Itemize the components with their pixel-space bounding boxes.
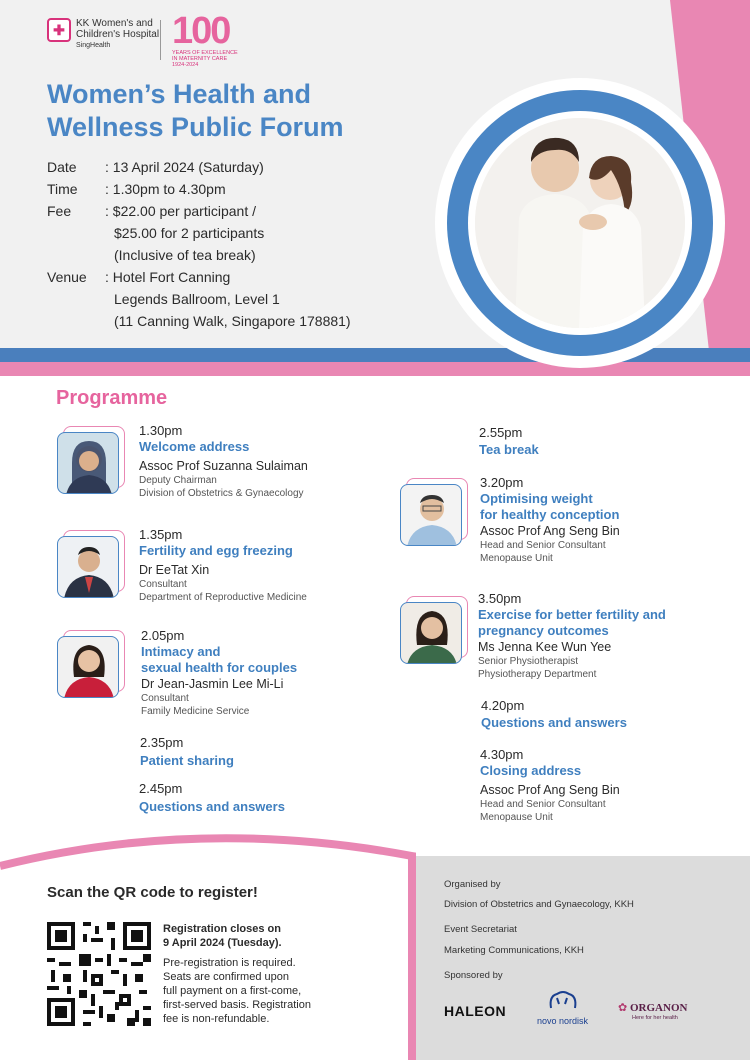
programme-item-2: 1.35pm Fertility and egg freezing Dr EeTat Xin Consultant Department of Reproductive Medicine (139, 527, 307, 603)
sponsor-organon: ORGANON (630, 1002, 688, 1014)
organised-value: Division of Obstetrics and Gynaecology, KKH (444, 899, 634, 910)
programme-item-1: 1.30pm Welcome address Assoc Prof Suzanna Sulaiman Deputy Chairman Division of Obstetrics & Gynaecology (139, 423, 308, 499)
fee-line2: $25.00 for 2 participants (114, 225, 265, 241)
time-row: Time : 1.30pm to 4.30pm (47, 181, 226, 197)
venue-row: Venue : Hotel Fort Canning (47, 269, 231, 285)
venue-line3: (11 Canning Walk, Singapore 178881) (114, 313, 351, 329)
speaker-photo-jean (57, 630, 125, 696)
programme-item-6: 2.55pm Tea break (479, 425, 539, 457)
fee-line3: (Inclusive of tea break) (114, 247, 256, 263)
programme-item-7: 3.20pm Optimising weight for healthy conception Assoc Prof Ang Seng Bin Head and Senior Consultant Menopause Unit (480, 475, 620, 564)
secretariat-value: Marketing Communications, KKH (444, 945, 584, 956)
sponsored-label: Sponsored by (444, 970, 503, 981)
secretariat-label: Event Secretariat (444, 924, 517, 935)
venue-line2: Legends Ballroom, Level 1 (114, 291, 280, 307)
organised-label: Organised by (444, 879, 501, 890)
programme-item-8: 3.50pm Exercise for better fertility and pregnancy outcomes Ms Jenna Kee Wun Yee Senior Physiotherapist Physiotherapy Department (478, 591, 666, 680)
pink-band (0, 362, 750, 376)
date-row: Date : 13 April 2024 (Saturday) (47, 159, 264, 175)
cross-icon: ✚ (53, 22, 65, 38)
page-title: Women’s Health and Wellness Public Forum (47, 79, 344, 142)
scan-heading: Scan the QR code to register! (47, 884, 258, 901)
fee-row: Fee : $22.00 per participant / (47, 203, 256, 219)
registration-closes: Registration closes on 9 April 2024 (Tuesday). (163, 923, 282, 949)
anniversary-number: 100 (172, 10, 230, 52)
programme-item-10: 4.30pm Closing address Assoc Prof Ang Seng Bin Head and Senior Consultant Menopause Unit (480, 747, 620, 823)
programme-item-5: 2.45pm Questions and answers (139, 781, 285, 814)
speaker-photo-jenna (400, 596, 468, 662)
speaker-photo-ang (400, 478, 468, 544)
organon-tagline: Here for her health (632, 1015, 678, 1021)
anniversary-caption: YEARS OF EXCELLENCE IN MATERNITY CARE 1924-2024 (172, 50, 238, 68)
kkh-logo-text: KK Women's and Children's Hospital (76, 18, 160, 40)
logo-divider (160, 20, 161, 60)
programme-item-9: 4.20pm Questions and answers (481, 698, 627, 730)
speaker-photo-eetat (57, 530, 125, 596)
novo-nordisk-bull-icon (545, 988, 581, 1014)
registration-terms: Pre-registration is required. Seats are confirmed upon full payment on a first-come, first-served basis. Registration fee is non-refundable. (163, 957, 311, 1025)
singhealth-label: SingHealth (76, 42, 111, 49)
couple-photo (475, 118, 685, 328)
organon-flower-icon: ✿ (618, 1002, 628, 1014)
programme-heading: Programme (56, 387, 168, 409)
programme-item-3: 2.05pm Intimacy and sexual health for couples Dr Jean-Jasmin Lee Mi-Li Consultant Family Medicine Service (141, 628, 298, 717)
sponsor-novo-nordisk: novo nordisk (537, 1016, 589, 1026)
speaker-photo-suzanna (57, 426, 125, 492)
sponsor-haleon-logo: HALEON (444, 1003, 507, 1019)
programme-item-4: 2.35pm Patient sharing (140, 735, 234, 768)
registration-qr-code[interactable] (47, 922, 151, 1026)
